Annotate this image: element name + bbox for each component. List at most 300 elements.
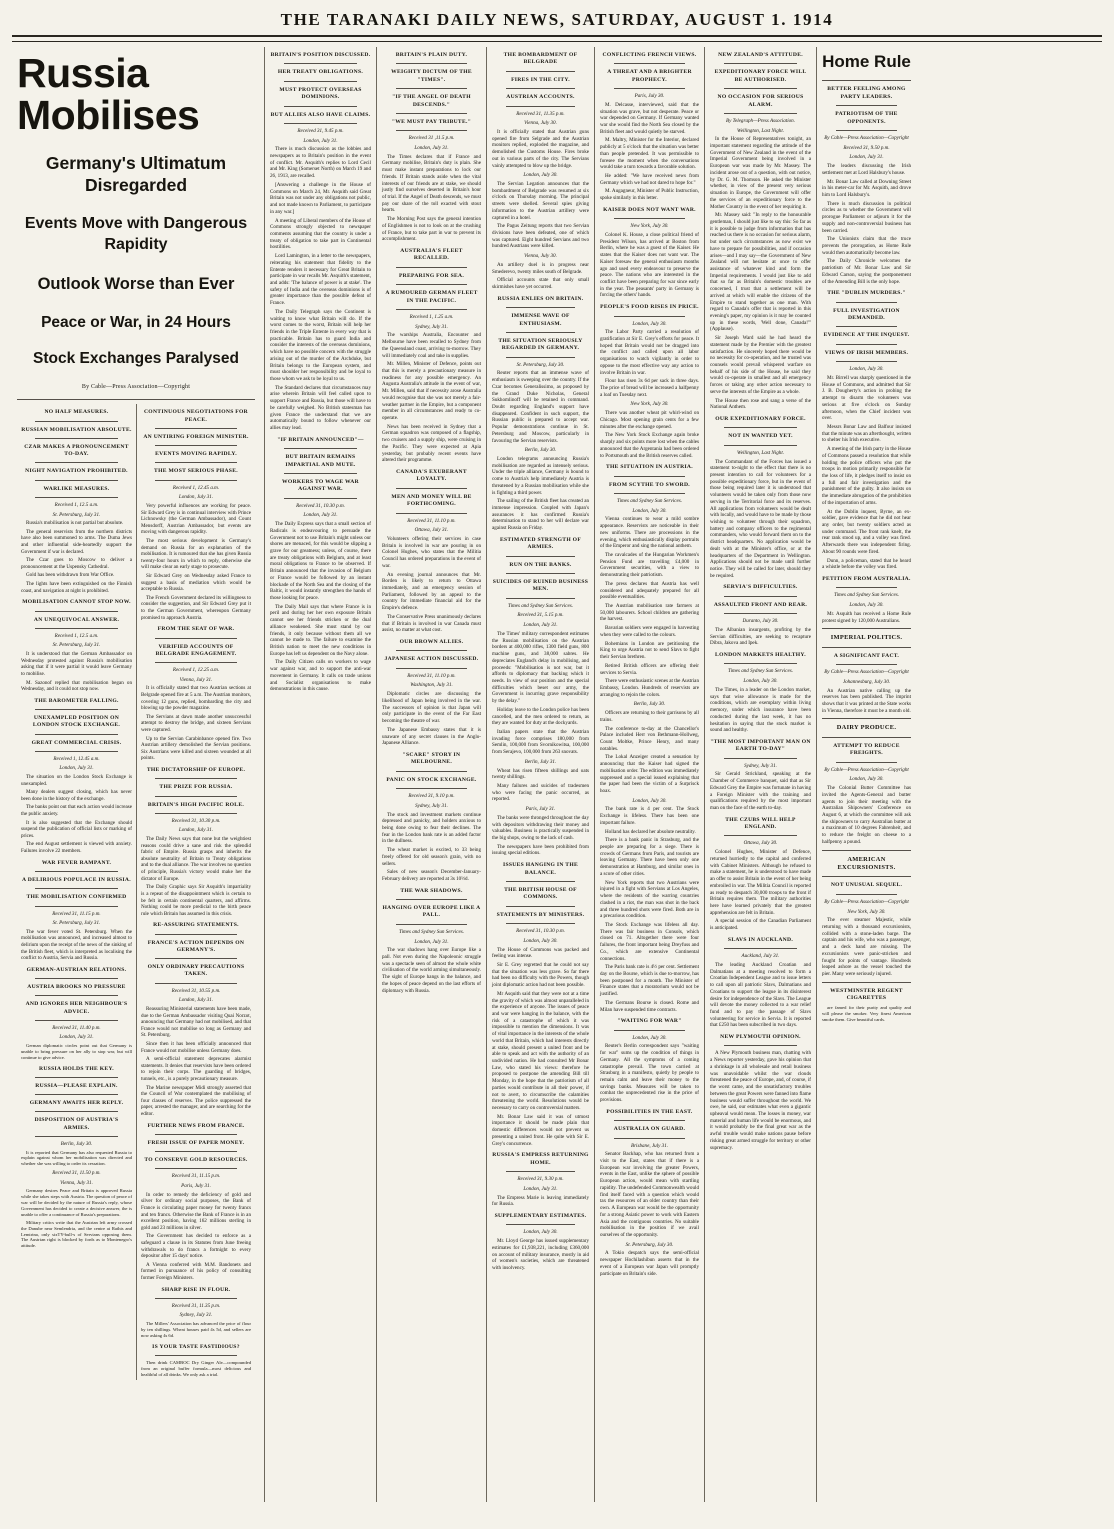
paragraph: The newspapers have been prohibited from issuing special editions. [492, 843, 589, 857]
dateline: Sydney, July 31. [179, 1312, 213, 1319]
divider [836, 587, 897, 588]
paragraph: The lights have been extinguished on the Finnish coast, and navigation at night is prohibited. [21, 581, 132, 594]
divider [724, 113, 797, 114]
received-line: Received 31, 9.45 p.m. [297, 127, 344, 134]
deck-panic-stock-exchange: PANIC ON STOCK EXCHANGE. [386, 776, 477, 783]
service-line: Times and Sydney Sun Services. [834, 592, 899, 599]
divider [35, 1111, 118, 1112]
paragraph: The Austrian mobilisation rate farmers at 50,000 labourers. School children are gathering the harvest. [600, 603, 699, 623]
deck-expeditionary-force: EXPEDITIONARY FORCE WILL BE AUTHORISED. [714, 69, 807, 83]
sub-headline-5: Stock Exchanges Paralysed [33, 350, 239, 368]
deck-angel-of-death: "IF THE ANGEL OF DEATH DESCENDS." [392, 94, 471, 108]
headline-credit: By Cable—Press Association—Copyright [81, 383, 191, 390]
divider [822, 850, 911, 851]
dateline: Berlin, July 30. [524, 447, 557, 454]
paragraph: The banks point out that each action would increase the public anxiety. [21, 804, 132, 818]
divider [155, 1168, 237, 1169]
divider [396, 513, 467, 514]
divider [396, 63, 467, 64]
deck-unequivocal-answer: AN UNEQUIVOCAL ANSWER. [33, 616, 120, 623]
paragraph: A meeting of Liberal members of the House of Commons strongly objected to newspaper comments assuming that the country is under a treaty of obligation to take part in Continental hostilities. [270, 217, 371, 251]
deck-patriotism-opponents: PATRIOTISM OF THE OPPONENTS. [835, 111, 898, 125]
paragraph: Sir Gerald Strickland, speaking at the Chamber of Commerce banquet, said that as Sir Edward Grey the Empire was fortunate in having a Foreign Minister with the training and qualifications required by the most important man on the face of the earth to-day. [710, 771, 811, 811]
divider [822, 876, 911, 877]
divider [724, 948, 797, 949]
paragraph: A Tokio despatch says the semi-official newspaper Hochilashibun asserts that in the event of a European war Japan will promptly participate on Britain's side. [600, 1250, 699, 1277]
divider [155, 445, 237, 446]
paragraph: The cavalcades of the Hungarian Workmen's Pension Fund are travelling £4,000 in Government securities, with a view to demonstrating their patriotism. [600, 552, 699, 579]
divider [836, 361, 897, 362]
deck-news-from-france: FURTHER NEWS FROM FRANCE. [147, 1122, 245, 1129]
deck-german-austrian-relations: GERMAN-AUSTRIAN RELATIONS. [26, 966, 127, 973]
dateline: London, July 31. [523, 622, 558, 629]
deck-london-markets: LONDON MARKETS HEALTHY. [715, 652, 806, 659]
paragraph: The Lokal Anzeiger created a sensation by announcing that the Kaiser had signed the mobilisation order. The edition was immediately suppressed and a special issued explaining that the paper had been the victim of a Surprisck hoax. [600, 754, 699, 794]
deck-austrian-accounts: AUSTRIAN ACCOUNTS. [506, 94, 575, 101]
deck-no-half-measures: NO HALF MEASURES. [44, 409, 109, 416]
paragraph: The Daily Telegraph says the Continent is waiting to know what Britain will do. If the worst comes to the worst, Britain will help her friends in the Triple Entente in every way that is practicable. Britain has to guard India and consider the interests of the overseas dominions, which have no possible concern with the struggle arising out of the murder of the Archduke, but Britain belongs to the European system, and must shoulder her responsibility and be loyal to those whom we ask to be loyal to us. [270, 308, 371, 383]
dateline: London, July 31. [414, 938, 449, 945]
dateline: London, July 30. [743, 678, 778, 685]
deck-reassuring-statements: RE-ASSURING STATEMENTS. [153, 922, 239, 929]
divider [155, 934, 237, 935]
paragraph: There is a bank panic in Strasburg, and the people are preparing for a siege. There is crowds of Germans from Paris, and tourists are leaving Germany. There have been only one demonstration at Hamburg, and similar ones in a score of other cities. [600, 837, 699, 877]
divider [614, 476, 685, 477]
dateline: St. Petersburg, July 31. [52, 920, 101, 927]
deck-waiting-for-war: "WAITING FOR WAR" [617, 1018, 682, 1025]
deck-our-expeditionary-force: OUR EXPEDITIONARY FORCE. [715, 416, 806, 423]
dateline: London, July 31. [849, 154, 884, 161]
received-line: Received 31, 10.55 p.m. [171, 987, 221, 994]
divider [822, 80, 911, 81]
deck-possibilities-east: POSSIBILITIES IN THE EAST. [606, 1108, 693, 1115]
deck-scare-story: "SCARE" STORY IN MELBOURNE. [402, 751, 461, 766]
dateline: London, July 30. [632, 797, 667, 804]
paragraph: Mr. Asquith has received a Home Rule protest signed by 120,000 Australians. [822, 610, 911, 624]
divider [155, 778, 237, 779]
paragraph: A meeting of the Irish party in the House of Commons passed a resolution that while holding the police officers who put the troops in motion primarily responsible for the loss of life, it pledges itself to insist on a full and fair investigation and the punishment of the guilty. It also insists on the immediate abrogation of the prohibition of the importation of arms. [822, 446, 911, 506]
divider [35, 421, 118, 422]
deck-german-fleet-pacific: A RUMOURED GERMAN FLEET IN THE PACIFIC. [385, 290, 478, 304]
deck-war-shadows: THE WAR SHADOWS. [400, 887, 463, 894]
divider [155, 1298, 237, 1299]
divider [506, 906, 575, 907]
paragraph: In order to remedy the deficiency of gold and silver for ordinary social purposes, the Bank of France is circulating paper money for twenty francs and ten francs. Otherwise the Bank of France is in an excellent position, having 162 millions sterling in gold and 23 millions in silver. [141, 1191, 251, 1231]
divider [35, 1094, 118, 1095]
dateline: Berlin, July 31. [524, 758, 557, 765]
deck-servia-difficulties: SERVIA'S DIFFICULTIES. [723, 584, 798, 591]
deck-japanese-action: JAPANESE ACTION DISCUSSED. [384, 656, 479, 663]
divider [506, 598, 575, 599]
deck-not-wanted-yet: NOT IN WANTED YET. [728, 433, 793, 440]
paragraph: The bank rate is 4 per cent. The Stock Exchange is lifeless. There has been one important failure. [600, 806, 699, 826]
deck-paper-money: FRESH ISSUE OF PAPER MONEY. [147, 1139, 245, 1146]
deck-house-of-commons: THE BRITISH HOUSE OF COMMONS. [504, 886, 577, 901]
deck-no-serious-alarm: NO OCCASION FOR SERIOUS ALARM. [717, 94, 804, 108]
sub-headline-3: Outlook Worse than Ever [37, 274, 235, 293]
paragraph: M. Delcasse, interviewed, said that the situation was grave, but not desperate. Peace or war depended on Germany. If Germany wanted war she would find the North Sea closed by the British fleet and would quietly be starved. [600, 101, 699, 135]
deck-situation-austria: THE SITUATION IN AUSTRIA. [606, 464, 693, 471]
paragraph: Gold has been withdrawn from War Office. [26, 572, 115, 579]
paragraph: Bohemians in London are petitioning the King to urge Austria not to send Slavs to fight their Servian brethren. [600, 640, 699, 661]
dateline: Auckland, July 31. [741, 953, 780, 960]
paragraph: It is understood that the German Ambassador on Wednesday protested against Russia's mobilisation asking that if it were partial it would leave Germany to mobilise. [21, 651, 132, 677]
received-line: Received 31, 5.15 p.m. [517, 612, 564, 619]
paragraph: The House of Commons was packed and feeling was intense. [492, 946, 589, 960]
deck-ignores-advice: AND IGNORES HER NEIGHBOUR'S ADVICE. [25, 1001, 128, 1015]
deck-wave-enthusiasm: IMMENSE WAVE OF ENTHUSIASM. [511, 313, 570, 327]
received-line: Received 31, 9.10 p.m. [408, 793, 455, 800]
deck-allies-claims: BUT ALLIES ALSO HAVE CLAIMS. [270, 111, 371, 118]
deck-britains-plain-duty: BRITAIN'S PLAIN DUTY. [395, 52, 468, 58]
deck-untiring-foreign-minister: AN UNTIRING FOREIGN MINISTER. [143, 433, 249, 440]
paragraph: [Answering a challenge in the House of Commons on March 24, Mr. Asquith said Great Britain was not under any obligations not public, and not made known to Parliament, to participate in any war.] [270, 181, 371, 215]
credit-line: By Telegraph—Press Association. [725, 117, 795, 124]
deck-assaulted-front-rear: ASSAULTED FRONT AND REAR. [713, 601, 808, 608]
deck-disposition-austria: DISPOSITION OF AUSTRIA'S ARMIES. [34, 1117, 119, 1131]
deck-full-investigation: FULL INVESTIGATION DEMANDED. [833, 307, 900, 322]
received-line: Received 31, 9.30 p.m. [517, 1176, 564, 1183]
dateline: Washington, July 31. [410, 682, 453, 689]
paragraph: The sailing of the British fleet has created an immense impression. Coupled with Japan's assurances it has confirmed Russia's determination to stand to her will declare war against Russia on Friday. [492, 498, 589, 532]
divider [284, 106, 357, 107]
received-line: Received 31 ,11.5 p.m. [408, 135, 455, 142]
advert-body: are famed for their purity and quality and will please the smoker. Very finest American smoke them. Give beautiful cards. [822, 1005, 911, 1023]
divider [155, 480, 237, 481]
divider [284, 81, 357, 82]
deck-scythe-to-sword: FROM SCYTHE TO SWORD. [609, 481, 690, 488]
dateline: New York, July 30. [630, 223, 669, 230]
deck-delirious-populace: A DELIRIOUS POPULACE IN RUSSIA. [22, 876, 131, 883]
dateline: London, July 30. [523, 172, 558, 179]
paragraph: News has been received in Sydney that a German squadron was composed of a flagship, two cruisers and a supply ship, were cruising in the Pacific. They were expected at Apia yesterday, but probably recent events have altered their programme. [382, 423, 481, 464]
received-line: Received 31, 11.35 p.m. [516, 110, 565, 117]
paragraph: The Marine newspaper Midi strongly asserted that the Council of War contemplated the mobilising of four classes of reserves. The police suppressed the paper, arrested the manager, and are searching for the editor. [141, 1084, 251, 1118]
dateline: Wellington, Last Night. [736, 127, 785, 134]
deck-reduce-freights: ATTEMPT TO REDUCE FREIGHTS. [833, 742, 900, 757]
paragraph: The Stock Exchange was lifeless all day. There was fair business in Consols, which closed on 71. Altogether there were four failures, the front important being Dreyfuss and Co., which are extensive Continental connections. [600, 921, 699, 962]
deck-britain-mute: BUT BRITAIN REMAINS IMPARTIAL AND MUTE. [285, 454, 356, 468]
paragraph: The Times, in a leader on the London market, says that wise allowance is made for the conditions, which are exemplary within living memory, under which insurance have been conducted during the last week, it has no hesitation in saying that the stock market is sound and healthy. [710, 686, 811, 734]
sub-headline-1: Germany's Ultimatum Disregarded [45, 152, 227, 195]
paragraph: Volunteers offering their services in case Britain is involved in war are pouring in on Colonel Hughes, who states that the Militia Council has ordered preparations in the event of war. [382, 535, 481, 569]
dateline: Vienna, July 30. [524, 253, 557, 260]
paragraph: The war fever voted St. Petersburg. When the mobilisation was announced, and increased almost to delirium upon the receipt of the news of the sinking of the British fleet, which is interpreted as localising the conflict to Austria, Servia and Russia. [21, 928, 132, 962]
paragraph: The Morning Post says the general intention of Englishmen is not to look on at the crushing of France, but to take part in war to prevent its accomplishment. [382, 216, 481, 243]
deck-protect-dominions: MUST PROTECT OVERSEAS DOMINIONS. [279, 86, 362, 101]
divider [724, 88, 797, 89]
paragraph: The Commandant of the Forces has issued a statement to-night to the effect that there is no present intention to call for volunteers for a possible expeditionary force, but in the event of those being required later it is understood that volunteers would be taken only from those now serving in the Territorial force and its reserves. All applications from volunteers would be dealt with locally, and would have to be made by those wishing to volunteer through their squadron, battery and company officers to the regimental commanders, who would forward them on to the district headquarters. No application would be dealt with at the Minister's office, or at the headquarters of the Department in Wellington. Applications should not be made until further notice. They will be called for later, should they be required. [710, 458, 811, 579]
dateline: London, July 30. [849, 602, 884, 609]
deck-not-unusual-sequel: NOT UNUSUAL SEQUEL. [830, 882, 903, 889]
deck-views-irish-members: VIEWS OF IRISH MEMBERS. [824, 349, 909, 356]
paragraph: The Unionists claim that the truce prevents the prorogation, as Home Rule would then automatically become law. [822, 236, 911, 256]
deck-warlike-measures: WARLIKE MEASURES. [43, 485, 110, 492]
service-line: Times and Sydney Sun Services. [728, 668, 793, 675]
paragraph: Mr. Bonar Law said it was of utmost importance it should be made plain that domestic differences would not prevent us presenting a united front. He quite with Sir E. Grey's concurrence. [492, 1113, 589, 1147]
divider [614, 1120, 685, 1121]
divider [836, 664, 897, 665]
divider [506, 88, 575, 89]
paragraph: Vienna continues to wear a mild sombre appearance. Reservists are noticeable in their new uniforms. There are processions in the evening, which enthusiastically display portraits of the Emperor and sing the national anthem. [600, 516, 699, 550]
paragraph: M. Augagneur, Minister of Public Instruction, spoke similarly in this letter. [600, 188, 699, 202]
paragraph: Holiday leave to the London police has been cancelled, and the men ordered to return, as they are wanted for duty at the dockyards. [492, 706, 589, 727]
paragraph: Bavarian soldiers were engaged in harvesting when they were called to the colours. [600, 625, 699, 638]
paragraph: A special session of the Canadian Parliament is anticipated. [710, 918, 811, 932]
deck-evidence-inquest: EVIDENCE AT THE INQUEST. [823, 332, 910, 339]
deck-events-moving-rapidly: EVENTS MOVING RAPIDLY. [155, 451, 237, 458]
paragraph: Reassuring Ministerial statements have been made, due to the German Ambassador visiting Quai Norzot, announcing that Germany had not mobilised, and that France would not mobilise so long as Germany and St. Petersburg. [141, 1005, 251, 1039]
paragraph: Many dealers suggest closing, which has never been done in the history of the exchange. [21, 789, 132, 802]
dateline: Paris, July 30. [634, 93, 665, 100]
divider [506, 106, 575, 107]
divider [35, 480, 118, 481]
home-rule-title: Home Rule [822, 52, 911, 71]
paragraph: It is officially stated that Austrian guns opened fire from Selgrade and the Austrian monitors replied, exploded the magazine, and demolished the Customs House. Fires broke out in various parts of the city. The Servians vainly attempted to blow up the bridge. [492, 128, 589, 169]
headline-subcolumn-left [17, 404, 136, 1379]
divider [396, 113, 467, 114]
paragraph: Reuter's Berlin correspondent says "waiting for war" sums up the condition of things in Germany. All the symptoms of a coming catastrophe prevail. The town carried at Strasburg in a manifesto, quietly by people to remain calm and leave their money to the savings banks. Measures will be taken to combat the unprecedented rise in the price of provisions. [600, 1043, 699, 1104]
divider [506, 1171, 575, 1172]
service-line: Times and Sydney Sun Services. [399, 928, 464, 935]
divider [396, 668, 467, 669]
dateline: Vienna, July 31. [179, 676, 213, 683]
deck-statements-ministers: STATEMENTS BY MINISTERS. [496, 911, 585, 918]
paragraph: The Daily Citizen calls on workers to wage war against war, and to support the anti-war movement in Germany. It calls on trade unions and Socialist organisations to make demonstrations in this cause. [270, 659, 371, 693]
divider [506, 573, 575, 574]
paragraph: Holland has declared her absolute neutrality. [605, 828, 696, 835]
divider [155, 1134, 237, 1135]
sub-headline-2: Events Move with Dangerous Rapidity [24, 215, 248, 254]
paragraph: Reuter reports that an immense wave of enthusiasm is sweeping over the country. If the Czar becomes Generalissimo, as proposed by the Grand Duke Nicholas, General Sukhomlinoff will be retained in command. Doubt regarding England's support have disappeared. Confident in such support, the Russian public is prepared to accept war. Popular demonstrations continue in St. Petersburg and Moscow, particularly in favouring the Servian reservists. [492, 370, 589, 444]
deck-austria-brooks-no-pressure: AUSTRIA BROOKS NO PRESSURE [27, 984, 126, 991]
paragraph: The Colonial Butter Committee has invited the Agents-General and butter agents to join their meeting with the Australian Shipowners' Conference on August 6, at which the committee will ask the shipowners to carry Australian butter at a maximum of 10 degrees Fahrenheit, and to reduce the freight on cheese to a halfpenny a pound. [822, 785, 911, 845]
divider [396, 650, 467, 651]
divider [155, 638, 237, 639]
received-line: Received 1, 12.5 a.m. [54, 502, 99, 508]
sub-headline-4: Peace or War, in 24 Hours [41, 313, 231, 331]
paragraph: Colonel K. House, a close political friend of President Wilson, has arrived at Boston from Berlin, where he was a guest of the Kaiser. He states that the Kaiser does not want war. The Kaiser foresaw the general enthusiasm months ago and used every endeavour to preserve the peace. The nations who are interested in the conflict have been preparing for war since early in the year. The peasants' party in Germany is forcing the others' hands. [600, 232, 699, 299]
deck-conflicting-french-views: CONFLICTING FRENCH VIEWS. [602, 52, 697, 58]
divider [35, 751, 118, 752]
paragraph: Sir Joseph Ward said he had heard the statement made by the Premier with the greatest satisfaction. He sincerely hoped there would be no necessity for co-operation, and he trusted was counsels would prevail whispered warfare on behalf of his side of the House, he said they would co-operate in smallest and all emergency forces or taking any other action necessary to serve the interests of the Empire as a whole. [710, 335, 811, 395]
deck-barometer-falling: THE BAROMETER FALLING. [34, 697, 119, 704]
deck-empress-returning: RUSSIA'S EMPRESS RETURNING HOME. [492, 1152, 589, 1166]
divider [614, 218, 685, 219]
deck-situation-germany: THE SITUATION SERIOUSLY REGARDED IN GERMANY. [498, 337, 583, 352]
divider [506, 881, 575, 882]
paragraph: There is much discussion in political circles as to whether the Government will prorogue Parliament or adjourn it for the supply and non-controversial business has been carried. [822, 200, 911, 234]
divider [155, 958, 237, 959]
paragraph: Sir E. Grey regretted that he could not say that the situation was less grave. So far there had been no difficulty with the Powers, though joint diplomatic action had not been possible. [492, 961, 589, 989]
paragraph: M. Maltry, Minister for the Interior, declared publicly at 5 o'clock that the situation was better than people pretended. It was permissible to foresee the moment when the conversations would take a turn towards a favorable solution. [600, 137, 699, 171]
deck-workers-wage-war: WORKERS TO WAGE WAR AGAINST WAR. [282, 478, 359, 493]
received-line: Received 1, 12.45 a.m. [53, 755, 100, 762]
paragraph: The Daily News says that none but the weightiest reasons could drive a sane and risk the splendid fabric of Empire. Russia grasps and inherits the absolute neutrality of Britain to Treaty obligations and to the dual alliance. The war involves no question of principle, Russia's victory would make her the dictator of Europe. [141, 836, 251, 882]
paragraph: The press declares that Austria has well considered and adequately prepared for all possible eventualities. [600, 580, 699, 601]
dateline: London, July 31. [303, 137, 338, 144]
dateline: Sydney, July 31. [744, 762, 777, 769]
paragraph: The leaders discussing the Irish settlement met at Lord Halsbury's house. [822, 163, 911, 176]
divider [284, 63, 357, 64]
advert-title: WESTMINSTER REGENT CIGARETTES [830, 987, 903, 1002]
divider [396, 899, 467, 900]
divider [822, 628, 911, 629]
received-line: Received 31, 11.10 p.m. [407, 517, 456, 524]
received-line: Received 31, 11.15 p.m. [52, 910, 101, 917]
deck-dictatorship-europe: THE DICTATORSHIP OF EUROPE. [146, 767, 246, 774]
paragraph: Mr. Massey said: "In reply to the honourable gentleman, I should just like to say this: So far as it is possible to judge from information that has reached us there is no occasion for serious alarm, but under such circumstances as now exist we have to prepare for possibilities, and if occasion arises—and I may say—the Government of New Zealand will not hesitate at once to offer assistance of whatever kind and form the Imperial requirements. I would just like to add that so far as Britain's domestic troubles are concerned, I trust that a settlement will be arrived at which will enable the citizens of the Empire to stand together as one man. With regard to Canada's offer that is reported in this evening's paper, my opinion is it may be counted up in these words, 'Well done, Canada!'" (Applause). [710, 212, 811, 333]
deck-must-pay-tribute: "WE MUST PAY TRIBUTE." [391, 118, 472, 125]
paragraph: The general reservists from the northern districts have also been summoned to arms. The Duma Jews and other influential side-heartedly support the Government if war is declared. [21, 528, 132, 555]
paragraph: There is much discussion as the lobbies and newspapers as to Britain's position in the event of conflict. Mr. Asquith's replies to Lord Cecil and Mr. King (Somerset North) on March 19 and 26, 1913, are recalled. [270, 146, 371, 180]
divider [724, 613, 797, 614]
paragraph: The Japanese Embassy states that it is unaware of any secret clauses in the Anglo-Japanese Alliance. [382, 726, 481, 747]
divider [35, 906, 118, 907]
divider [506, 556, 575, 557]
deck-commercial-crisis: GREAT COMMERCIAL CRISIS. [31, 739, 122, 746]
dateline: London, July 30. [632, 1034, 667, 1041]
deck-canada-loyalty: CANADA'S EXUBERANT LOYALTY. [396, 469, 467, 483]
deck-kaiser-no-war: KAISER DOES NOT WANT WAR. [603, 206, 696, 213]
dateline: London, July 31. [178, 827, 214, 834]
credit-line: By Cable—Press Association—Copyright [824, 134, 909, 141]
paragraph: Mr. Bonar Law called at Downing Street in his meter-car for Mr. Asquith, and drove him to Lord Halsbury's. [822, 178, 911, 198]
deck-suicides-business-men: SUICIDES OF RUINED BUSINESS MEN. [492, 579, 589, 593]
divider [284, 473, 357, 474]
divider [836, 130, 897, 131]
section-imperial-politics: IMPERIAL POLITICS. [830, 634, 903, 642]
divider [724, 758, 797, 759]
paragraph: Flour has risen 3s 6d per sack in three days. The price of bread will be increased a halfpenny a loaf on Tuesday next. [600, 378, 699, 398]
dateline: Sydney, July 31. [415, 323, 448, 330]
paragraph: In the House of Representatives tonight, an important statement regarding the attitude of the Government of New Zealand in the event of the Imperial Government being involved in a European war was made by Mr. Massey. The incident arose out of a question, with out notice, by Dr. G. M. Thomson. He asked the Minister whether, in view of the present very serious situation in Europe, the Government will offer the services of an expeditionary force to the Mother Country in the event of her requiring it. [710, 136, 811, 210]
paragraph: The ever steamer Majestic, while returning with a thousand excursionists, collided with a stone-laden barge. The captain and his wife, who was a passenger, and a deck hand are missing. The excursionists were panic-stricken and fought for points of vantage. Hundreds leaped ashore as the vessel touched the pier. Many were seriously injured. [822, 917, 911, 977]
masthead-title: THE TARANAKI DAILY NEWS, SATURDAY, AUGUST 1. 1914 [12, 10, 1102, 37]
divider [836, 105, 897, 106]
service-line: Times and Sydney Sun Services. [508, 602, 573, 609]
paragraph: Diplomatic circles are discussing the likelihood of Japan being involved in the war. The successors of opinion is that Japan will only participate in the event of the Far East becoming the theatre of war. [382, 691, 481, 725]
divider [155, 428, 237, 429]
dateline: London, July 31. [178, 997, 214, 1004]
deck-men-and-money: MEN AND MONEY WILL BE FORTHCOMING. [391, 493, 472, 508]
paragraph: Wheat has risen fifteen shillings and oats twenty shillings. [492, 767, 589, 781]
paragraph: The Empress Marie is leaving immediately for Russia. [492, 1194, 589, 1208]
dateline: Vienna, July 31. [60, 1179, 93, 1186]
divider [35, 888, 118, 889]
divider [836, 326, 897, 327]
paragraph: The Czar goes to Moscow to deliver a pronouncement at the Uspensky Cathedral. [21, 557, 132, 570]
deck-britains-position: BRITAIN'S POSITION DISCUSSED. [270, 52, 371, 58]
divider [284, 123, 357, 124]
divider [396, 130, 467, 131]
credit-line: By Cable—Press Association—Copyright [824, 766, 909, 773]
divider [155, 1355, 237, 1356]
divider [35, 995, 118, 996]
deck-sharp-rise-in-flour: SHARP RISE IN FLOUR. [161, 1286, 231, 1293]
deck-germany-awaits-reply: GERMANY AWAITS HER REPLY. [29, 1100, 124, 1107]
deck-night-navigation: NIGHT NAVIGATION PROHIBITED. [25, 468, 128, 475]
paragraph: A Vienna conferred with M.M. Bandonets and formed in pursuance of his policy of consulting former Foreign Ministers. [141, 1261, 251, 1281]
deck-czubs-help-england: THE CZUBS WILL HELP ENGLAND. [725, 816, 796, 831]
divider [155, 796, 237, 797]
divider [822, 718, 911, 719]
divider [155, 662, 237, 663]
paragraph: The Daily Express says that a small section of Radicals is endeavouring to persuade the Government not to use Britain's might unless our shores are menaced, for this would be slipping a grave for our greatness; unless, of course, there are treaty obligations with Belgium, and at least moral obligations to France to be observed. If Britain announced that the invasion of Belgium or France would be followed by an instant blockade of the North Sea and the closing of the Baltic, it would instantly strengthen the hands of those looking for peace. [270, 521, 371, 601]
deck-europe-pall: HANGING OVER EUROPE LIKE A PALL. [382, 905, 481, 919]
dateline: New York, July 30. [630, 401, 669, 408]
deck-from-seat-of-war: FROM THE SEAT OF WAR. [157, 626, 235, 633]
paragraph: Officers are returning to their garrisons by all trains. [600, 710, 699, 723]
received-line: Received 1, 1.25 a.m. [409, 313, 454, 320]
paragraph: It is reported that Germany has also requested Russia to explain against whom her mobilisation was directed and whether she was willing to order its cessation. [21, 1149, 132, 1167]
divider [506, 307, 575, 308]
dateline: London, July 30. [523, 937, 558, 944]
divider [724, 663, 797, 664]
dateline: St. Petersburg, July 30. [625, 1241, 674, 1248]
paragraph: Since then it has been officially announced that France would not mobilise unless Germany does. [141, 1040, 251, 1054]
deck-weighty-dictum: WEIGHTY DICTUM OF THE "TIMES". [391, 69, 472, 83]
paragraph: Senator Backhap, who has returned from a visit to the East, states that if there is a European war involving the greater Powers, events in the East, unlike the sphere of possible European action, would mean with startling rapidity. The undefended Commonwealth would find itself faced with a question which would tax the resources of an older country than their own. A European war would be the opportunity for a strong Asiatic power to work with Eastern Asia and the contiguous countries. No suitable mobilisation in the position if we avail ourselves of the opportunity. [600, 1151, 699, 1238]
headline-subcolumn-right [136, 404, 255, 1379]
deck-unexampled-position: UNEXAMPLED POSITION ON LONDON STOCK EXCHANGE. [32, 714, 121, 729]
divider [506, 357, 575, 358]
deck-france-action: FRANCE'S ACTION DEPENDS ON GERMANY'S. [147, 939, 245, 953]
home-rule-column [816, 47, 916, 1502]
divider [35, 1136, 118, 1137]
divider [396, 267, 467, 268]
dateline: London, July 30. [849, 776, 884, 783]
dateline: St. Petersburg, July 31. [52, 642, 101, 649]
paragraph: The Pagus Zeitung reports that two Servian divisions have been defeated, one of which was captured. Eight hundred Servians and two hundred Austrians were killed. [492, 223, 589, 250]
received-line: Received 31, 11.15 p.m. [171, 1173, 221, 1180]
divider [396, 284, 467, 285]
paragraph: The Albanian insurgents, profiting by the Servian difficulties, are seeking to recapture Dibra, Jakova and Ipek. [710, 626, 811, 647]
service-line: Times and Sydney Sun Services. [617, 497, 682, 504]
paragraph: A New Plymouth business man, chatting with a News reporter yesterday, gave his opinion that a shrinkage in all wholesale and retail business was unavoidable whilst the war clouds threatened the peace of Europe, and, of course, if the worst came, and the unsatisfactory troubles between the great Powers were fanned into flame business would suffer throughout the world. We owe, he said, our estimates what even a gigantic upheaval would mean. The losses in money, war material and human life would be enormous, and it would probably be the final great war as the awful trouble would make nations pause before risking great armed struggle for territory or other supremacy. [710, 1050, 811, 1151]
deck-most-important-man: "THE MOST IMPORTANT MAN ON EARTH TO-DAY" [710, 738, 811, 753]
received-line: Received 31, 11.40 p.m. [52, 1024, 101, 1031]
divider [155, 813, 237, 814]
paragraph: He added: "We have received news from Germany which we had not dared to hope for." [600, 173, 699, 186]
divider [35, 611, 118, 612]
divider [506, 332, 575, 333]
dateline: Brisbane, July 31. [630, 1142, 669, 1149]
paragraph: The Times declares that if France and Germany mobilise, Britain's duty is plain. She must make instant preparations to lock our friends. If Britain stands aside when the vital interests of our friends are at stake, we should justly find ourselves deserted in Britain's hour of trial. If the Angel of Death descends, we must pay our share of the toll exacted with stout hearts. [382, 153, 481, 214]
paragraph: The New York Stock Exchange again broke sharply and six points more lost when the cables announced that the Argentania had been ordered to Portsmouth and the British reserves called. [600, 432, 699, 459]
received-line: Received 31, 9.50 p.m. [843, 144, 890, 151]
deck-preparing-for-sea: PREPARING FOR SEA. [398, 272, 465, 279]
deck-nz-attitude: NEW ZEALAND'S ATTITUDE. [718, 52, 803, 58]
dateline: London, July 31. [178, 494, 214, 501]
dateline: Berlin, July 30. [633, 701, 666, 708]
paragraph: The Labor Party carried a resolution of gratification at Sir E. Grey's efforts for peace. It hoped that Britain would not be dragged into the conflict and called upon all labor organisations to watch vigilantly in order to oppose to the most effective way any action to involve Britain in war. [600, 329, 699, 376]
divider [35, 709, 118, 710]
deck-issues-in-balance: ISSUES HANGING IN THE BALANCE. [502, 862, 579, 876]
dateline: London, July 31. [414, 144, 449, 151]
masthead-rule [12, 41, 1102, 42]
paragraph: An Austrian native calling up the reserves has been published. The imprint shows that it was printed at the State works in Vienna, therefore it must be a month old. [822, 687, 911, 714]
received-line: Received 31, 10.30 p.m. [296, 502, 345, 509]
dateline: Wellington, Last Night. [736, 449, 785, 456]
divider [396, 309, 467, 310]
dateline: London, July 30. [632, 320, 667, 327]
deck-better-feeling: BETTER FEELING AMONG PARTY LEADERS. [827, 86, 906, 100]
deck-ordinary-precautions: ONLY ORDINARY PRECAUTIONS TAKEN. [147, 964, 245, 978]
divider [35, 462, 118, 463]
divider [724, 427, 797, 428]
divider [724, 63, 797, 64]
